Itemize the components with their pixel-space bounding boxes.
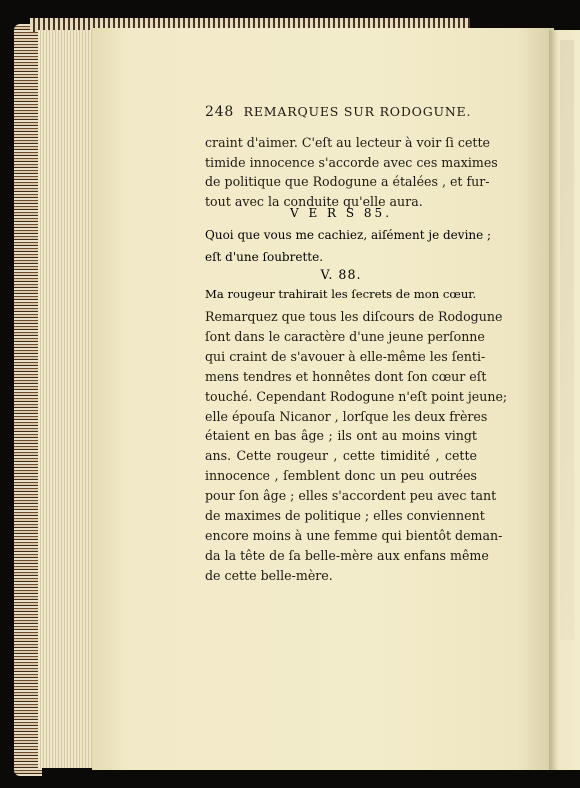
- verse-line: eſt d'une ſoubrette.: [205, 250, 324, 264]
- page-number: 248: [205, 104, 235, 120]
- text-line: touché. Cependant Rodogune n'eſt point jeune;: [205, 388, 508, 404]
- text-line: elle épouſa Nicanor , lorſque les deux frères: [205, 408, 488, 424]
- verse-line: Quoi que vous me cachiez, aiſément je devine ;: [205, 228, 492, 242]
- text-line: de politique que Rodogune a étalées , et fur-: [205, 174, 490, 190]
- text-line: pour ſon âge ; elles s'accordent peu avec tant: [205, 488, 497, 504]
- bleed-through: [560, 40, 574, 640]
- text-line: qui craint de s'avouer à elle-même les ſenti-: [205, 348, 486, 364]
- running-header: [205, 104, 485, 120]
- text-line: étaient en bas âge ; ils ont au moins vingt: [205, 428, 477, 444]
- text-line: de maximes de politique ; elles conviennent: [205, 508, 485, 524]
- text-line: da la tête de ſa belle-mère aux enfans même: [205, 547, 489, 563]
- running-title: REMARQUES SUR RODOGUNE.: [243, 104, 472, 119]
- text-line: timide innocence s'accorde avec ces maximes: [205, 154, 498, 170]
- text-line: Remarquez que tous les diſcours de Rodogune: [205, 309, 503, 324]
- verse-quote-88: Ma rougeur trahirait les ſecrets de mon cœur.: [205, 287, 477, 301]
- page-block: [38, 30, 98, 768]
- text-line: innocence , ſemblent donc un peu outrées: [205, 468, 477, 484]
- paragraph-2: [205, 307, 508, 586]
- text-line: mens tendres et honnêtes dont ſon cœur eſt: [205, 368, 487, 384]
- text-line: encore moins à une femme qui bientôt deman-: [205, 527, 503, 543]
- text-line: tout avec la conduite qu'elle aura.: [205, 193, 423, 209]
- verse-heading-88: V. 88.: [320, 267, 362, 282]
- text-line: ans. Cette rougeur , cette timidité , cette: [205, 448, 477, 464]
- text-line: de cette belle-mère.: [205, 567, 333, 583]
- text-line: ſont dans le caractère d'une jeune perſonne: [205, 328, 485, 344]
- verse-quote-85: [205, 224, 492, 268]
- text-line: craint d'aimer. C'eſt au lecteur à voir ſi cette: [205, 135, 490, 150]
- verse-heading-85: V E R S 85.: [289, 206, 393, 220]
- paragraph-1: [205, 133, 498, 211]
